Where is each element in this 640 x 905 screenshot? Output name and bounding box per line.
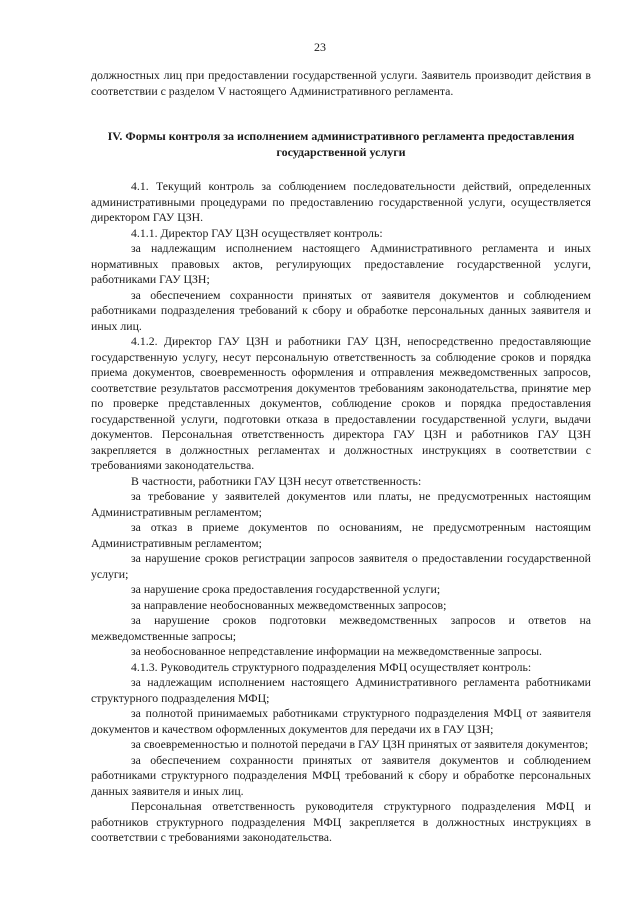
paragraph: Персональная ответственность руководителя структурного подразделения МФЦ и работников структурного подразделения МФЦ закрепляется в должностных инструкциях в соответствии с требованиями законодательства. (91, 799, 591, 844)
section-heading: IV. Формы контроля за исполнением административного регламента предоставления государственной услуги (107, 129, 575, 159)
paragraph: за требование у заявителей документов или платы, не предусмотренных настоящим Административным регламентом; (91, 489, 591, 519)
paragraph: за надлежащим исполнением настоящего Административного регламента работниками структурного подразделения МФЦ; (91, 675, 591, 705)
paragraph: 4.1.3. Руководитель структурного подразделения МФЦ осуществляет контроль: (131, 659, 532, 674)
paragraph-continuation: должностных лиц при предоставлении государственной услуги. Заявитель производит действия в соответствии с разделом V настоящего Административного регламента. (91, 68, 591, 98)
paragraph: за обеспечением сохранности принятых от заявителя документов и соблюдением работниками структурного подразделения МФЦ требований к сбору и обработке персональных данных заявителя и иных лиц. (91, 752, 591, 798)
page-number: 23 (314, 40, 326, 54)
paragraph: за нарушение сроков регистрации запросов заявителя о предоставлении государственной услуги; (91, 551, 591, 581)
paragraph: за надлежащим исполнением настоящего Административного регламента и иных нормативных правовых актов, регулирующих предоставление государственной услуги, работниками ГАУ ЦЗН; (91, 241, 591, 286)
paragraph: за необоснованное непредставление информации на межведомственные запросы. (131, 644, 542, 658)
paragraph: за полнотой принимаемых работниками структурного подразделения МФЦ от заявителя документов и качеством оформленных документов для передачи их в ГАУ ЦЗН; (91, 706, 591, 736)
paragraph: 4.1.2. Директор ГАУ ЦЗН и работники ГАУ ЦЗН, непосредственно предоставляющие государственную услугу, несут персональную ответственность за соблюдение сроков и порядка приема документов, своевременность оформления и отправления межведомственных запросов, соответствие результатов рассмотрения документов требованиям законодательства, принятие мер по проверке представленных документов, соблюдение сроков и порядка предоставления государственной услуги, подготовки отказа в предоставлении государственной услуги, выдачи документов. Персональная ответственность директора ГАУ ЦЗН и работников ГАУ ЦЗН закрепляется в должностных регламентах и должностных инструкциях в соответствии с требованиями законодательства. (91, 334, 591, 472)
paragraph: 4.1. Текущий контроль за соблюдением последовательности действий, определенных административными процедурами по предоставлению государственной услуги, осуществляется директором ГАУ ЦЗН. (91, 179, 591, 224)
paragraph: за нарушение сроков подготовки межведомственных запросов и ответов на межведомственные запросы; (91, 613, 591, 643)
paragraph: за обеспечением сохранности принятых от заявителя документов и соблюдением работниками подразделения требований к сбору и обработке персональных данных заявителя и иных лиц. (91, 287, 591, 333)
paragraph: за своевременностью и полнотой передачи в ГАУ ЦЗН принятых от заявителя документов; (131, 737, 589, 751)
paragraph: за нарушение срока предоставления государственной услуги; (131, 582, 441, 596)
paragraph: за направление необоснованных межведомственных запросов; (131, 597, 447, 612)
document-body (91, 68, 591, 846)
paragraph: В частности, работники ГАУ ЦЗН несут ответственность: (131, 473, 422, 488)
paragraph: 4.1.1. Директор ГАУ ЦЗН осуществляет контроль: (131, 225, 383, 240)
paragraph: за отказ в приеме документов по основаниям, не предусмотренным настоящим Административным регламентом; (91, 520, 591, 550)
